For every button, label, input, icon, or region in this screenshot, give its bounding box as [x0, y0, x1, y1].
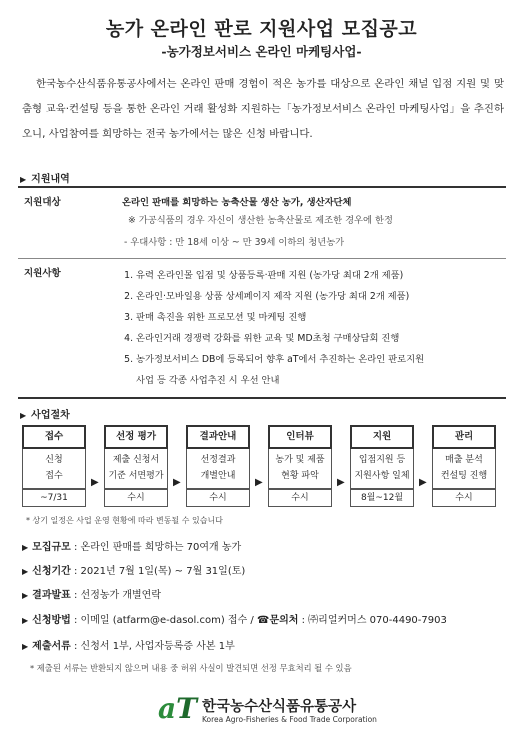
target-label: 지원대상 [24, 197, 61, 208]
support-item: 3. 판매 촉진을 위한 프로모션 및 마케팅 진행 [136, 307, 500, 328]
step-title: 결과안내 [186, 425, 250, 449]
notice-subtitle: -농가정보서비스 온라인 마케팅사업- [161, 44, 362, 59]
target-main: 온라인 판매를 희망하는 농축산물 생산 농가, 생산자단체 [122, 197, 352, 208]
support-item: 4. 온라인거래 경쟁력 강화를 위한 교육 및 MD초청 구매상담회 진행 [136, 328, 500, 349]
org-name-english: Korea Agro-Fisheries & Food Trade Corporation [202, 715, 377, 724]
target-note: ※ 가공식품의 경우 자신이 생산한 농축산물로 제조한 경우에 한정 [128, 215, 393, 226]
procedure-note: * 상기 일정은 사업 운영 현황에 따라 변동될 수 있습니다 [26, 516, 223, 525]
step-support: 지원 입점지원 등 지원사항 일체 8월~12월 [350, 425, 414, 507]
at-logo-mark: aT [158, 692, 197, 725]
step-timing: ~7/31 [22, 489, 86, 507]
arrow-right-icon: ▶ [173, 477, 181, 488]
org-name-korean: 한국농수산식품유통공사 [202, 699, 357, 715]
step-timing: 수시 [104, 489, 168, 507]
support-item: 1. 유력 온라인몰 입점 및 상품등록·판매 지원 (농가당 최대 2개 제품) [136, 265, 500, 286]
support-table [18, 186, 506, 399]
at-logo [158, 694, 388, 728]
triangle-icon: ▶ [22, 543, 29, 552]
info-scale: ▶ 모집규모 : 온라인 판매를 희망하는 70여개 농가 [22, 542, 242, 553]
step-title: 인터뷰 [268, 425, 332, 449]
support-section-header: ▶ 지원내역 [20, 174, 70, 185]
support-item: 2. 온라인·모바일용 상품 상세페이지 제작 지원 (농가당 최대 2개 제품) [136, 286, 500, 307]
info-period: ▶ 신청기간 : 2021년 7월 1일(목) ~ 7월 31일(토) [22, 566, 246, 577]
step-result: 결과안내 선정결과 개별안내 수시 [186, 425, 250, 507]
step-timing: 수시 [268, 489, 332, 507]
step-timing: 8월~12월 [350, 489, 414, 507]
arrow-right-icon: ▶ [91, 477, 99, 488]
footnote: * 제출된 서류는 반환되지 않으며 내용 중 허위 사실이 발견되면 선정 무효처리 될 수 있음 [30, 663, 352, 673]
step-management: 관리 매출 분석 컨설팅 진행 수시 [432, 425, 496, 507]
triangle-icon: ▶ [22, 567, 29, 576]
support-item: 5. 농가정보서비스 DB에 등록되어 향후 aT에서 추진하는 온라인 판로지원 사업 등 각종 사업추진 시 우선 안내 [136, 349, 500, 391]
intro-paragraph: 한국농수산식품유통공사에서는 온라인 판매 경험이 적은 농가를 대상으로 온라인 채널 입점 지원 및 맞춤형 교육·컨설팅 등을 통한 온라인 거래 활성화 지원하는「농가정보서비스 온라인 마케팅사업」을 추진하오니, 사업참여를 희망하는 전국 농가에서는 많은 신청 바랍니다. [22, 78, 504, 140]
phone-icon: ☎ [256, 615, 270, 626]
procedure-steps [22, 425, 506, 511]
notice-title: 농가 온라인 판로 지원사업 모집공고 [105, 18, 418, 40]
support-item-continuation: 사업 등 각종 사업추진 시 우선 안내 [136, 375, 280, 386]
triangle-icon: ▶ [20, 411, 27, 420]
arrow-right-icon: ▶ [419, 477, 427, 488]
support-items-row [18, 259, 506, 399]
arrow-right-icon: ▶ [255, 477, 263, 488]
target-preference: - 우대사항 : 만 18세 이상 ~ 만 39세 이하의 청년농가 [124, 237, 345, 248]
procedure-section-header: ▶ 사업절차 [20, 410, 70, 421]
triangle-icon: ▶ [20, 175, 27, 184]
step-timing: 수시 [432, 489, 496, 507]
step-title: 접수 [22, 425, 86, 449]
info-method: ▶ 신청방법 : 이메일 (atfarm@e-dasol.com) 접수 / ☎문의처 : ㈜리얼커머스 070-4490-7903 [22, 615, 447, 626]
triangle-icon: ▶ [22, 616, 29, 625]
step-evaluation: 선정 평가 제출 신청서 기준 서면평가 수시 [104, 425, 168, 507]
items-label: 지원사항 [24, 268, 61, 279]
support-target-row [18, 188, 506, 259]
step-interview: 인터뷰 농가 및 제품 현황 파악 수시 [268, 425, 332, 507]
triangle-icon: ▶ [22, 642, 29, 651]
support-items-list [122, 265, 500, 391]
arrow-right-icon: ▶ [337, 477, 345, 488]
info-result: ▶ 결과발표 : 선정농가 개별연락 [22, 590, 161, 601]
step-timing: 수시 [186, 489, 250, 507]
triangle-icon: ▶ [22, 591, 29, 600]
info-documents: ▶ 제출서류 : 신청서 1부, 사업자등록증 사본 1부 [22, 641, 235, 652]
step-title: 지원 [350, 425, 414, 449]
step-title: 선정 평가 [104, 425, 168, 449]
step-title: 관리 [432, 425, 496, 449]
step-receipt: 접수 신청 접수 ~7/31 [22, 425, 86, 507]
